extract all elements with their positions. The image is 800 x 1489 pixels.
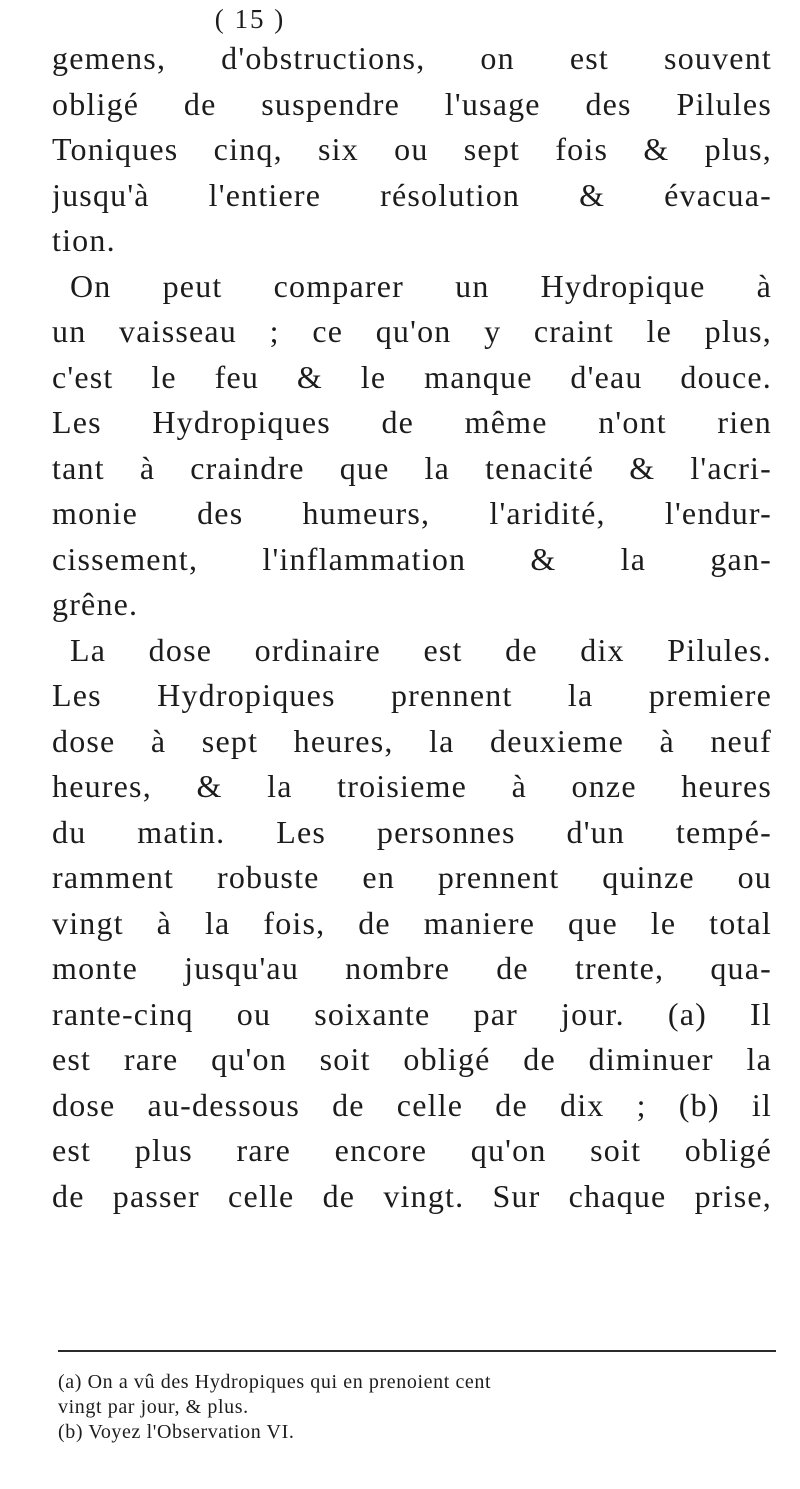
text-line: heures, & la troisieme à onze heures [52, 768, 772, 804]
text-line: dose à sept heures, la deuxieme à neuf [52, 722, 772, 759]
text-line: est rare qu'on soit obligé de diminuer la [52, 1041, 772, 1077]
text-line: obligé de suspendre l'usage des Pilules [52, 85, 772, 122]
text-line: un vaisseau ; ce qu'on y craint le plus, [52, 313, 772, 349]
text-line: jusqu'à l'entiere résolution & évacua- [52, 176, 772, 213]
text-line: ramment robuste en prennent quinze ou [52, 859, 772, 895]
text-line: du matin. Les personnes d'un tempé- [52, 813, 772, 850]
footnote-a-continued: vingt par jour, & plus. [58, 1396, 249, 1418]
text-line: monie des humeurs, l'aridité, l'endur- [52, 495, 772, 531]
text-line: tant à craindre que la tenacité & l'acri- [52, 449, 772, 486]
footnotes [58, 1370, 776, 1445]
text-line: vingt à la fois, de maniere que le total [52, 904, 772, 941]
text-line: Toniques cinq, six ou sept fois & plus, [52, 131, 772, 167]
text-line: tion. [52, 222, 116, 258]
text-line: dose au-dessous de celle de dix ; (b) il [52, 1086, 772, 1123]
text-line: monte jusqu'au nombre de trente, qua- [52, 950, 772, 986]
text-line: c'est le feu & le manque d'eau douce. [52, 358, 772, 395]
footnote-a: (a) On a vû des Hydropiques qui en prenoient cent [58, 1371, 492, 1393]
text-line: de passer celle de vingt. Sur chaque prise, [52, 1177, 772, 1214]
footnote-divider [58, 1350, 776, 1352]
text-line: On peut comparer un Hydropique à [70, 267, 772, 304]
text-line: Les Hydropiques prennent la premiere [52, 677, 772, 713]
body-text [52, 36, 772, 1219]
text-line: Les Hydropiques de même n'ont rien [52, 404, 772, 440]
footnote-b: (b) Voyez l'Observation VI. [58, 1421, 295, 1443]
text-line: rante-cinq ou soixante par jour. (a) Il [52, 995, 772, 1032]
text-line: cissement, l'inflammation & la gan- [52, 540, 772, 577]
text-line: La dose ordinaire est de dix Pilules. [70, 631, 772, 668]
text-line: gemens, d'obstructions, on est souvent [52, 40, 772, 76]
text-line: grêne. [52, 586, 139, 622]
page-number: ( 15 ) [214, 4, 286, 34]
text-line: est plus rare encore qu'on soit obligé [52, 1132, 772, 1168]
